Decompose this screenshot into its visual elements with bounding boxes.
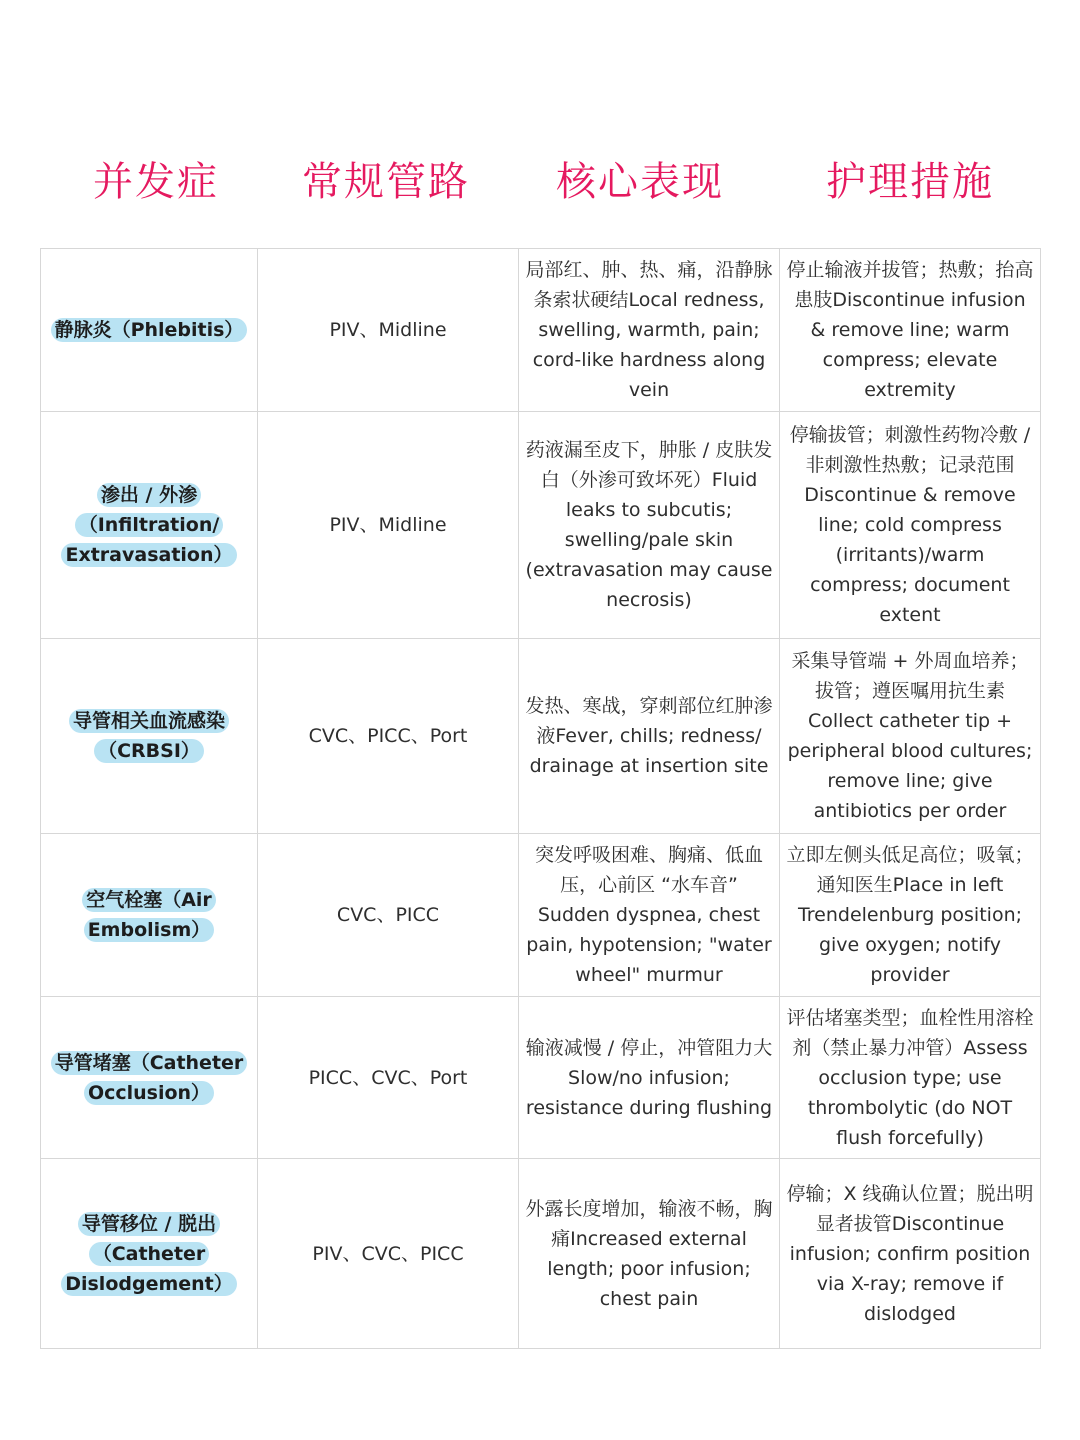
nursing-cell: 停输；X 线确认位置；脱出明显者拔管Discontinue infusion; confirm position via X-ray; remove if dislodged	[780, 1159, 1041, 1349]
table-row	[41, 249, 1041, 412]
route-cell: PIV、CVC、PICC	[258, 1159, 519, 1349]
complications-table	[40, 248, 1041, 1349]
complication-name: 导管移位 / 脱出（Catheter Dislodgement）	[61, 1212, 237, 1296]
route-cell: CVC、PICC	[258, 834, 519, 997]
manifestation-cell: 局部红、肿、热、痛，沿静脉条索状硬结Local redness, swelling, warmth, pain; cord-like hardness along vein	[519, 249, 780, 412]
table-row	[41, 639, 1041, 834]
route-cell: PIV、Midline	[258, 249, 519, 412]
manifestation-cell: 外露长度增加，输液不畅，胸痛Increased external length; poor infusion; chest pain	[519, 1159, 780, 1349]
table-row	[41, 1159, 1041, 1349]
table-row	[41, 412, 1041, 639]
header-complication: 并发症	[93, 159, 219, 205]
nursing-cell: 评估堵塞类型；血栓性用溶栓剂（禁止暴力冲管）Assess occlusion type; use thrombolytic (do NOT flush forcefully)	[780, 997, 1041, 1159]
header-manifestation: 核心表现	[556, 159, 724, 205]
nursing-cell: 立即左侧头低足高位；吸氧；通知医生Place in left Trendelenburg position; give oxygen; notify provider	[780, 834, 1041, 997]
complication-cell	[41, 412, 258, 639]
complication-name: 导管堵塞（Catheter Occlusion）	[51, 1051, 248, 1105]
nursing-cell: 停止输液并拔管；热敷；抬高患肢Discontinue infusion & remove line; warm compress; elevate extremity	[780, 249, 1041, 412]
table-row	[41, 997, 1041, 1159]
manifestation-cell: 药液漏至皮下，肿胀 / 皮肤发白（外渗可致坏死）Fluid leaks to subcutis; swelling/pale skin (extravasation may cause necrosis)	[519, 412, 780, 639]
manifestation-cell: 突发呼吸困难、胸痛、低血压，心前区 “水车音” Sudden dyspnea, chest pain, hypotension; "water wheel" murmur	[519, 834, 780, 997]
nursing-cell: 采集导管端 + 外周血培养；拔管；遵医嘱用抗生素Collect catheter tip + peripheral blood cultures; remove line; give antibiotics per order	[780, 639, 1041, 834]
complication-name: 静脉炎（Phlebitis）	[51, 318, 248, 342]
table-header	[40, 150, 1040, 214]
complication-cell	[41, 834, 258, 997]
route-cell: CVC、PICC、Port	[258, 639, 519, 834]
complication-cell	[41, 1159, 258, 1349]
complication-name: 渗出 / 外渗（Infiltration/ Extravasation）	[61, 483, 236, 567]
table-row	[41, 834, 1041, 997]
complication-cell	[41, 639, 258, 834]
route-cell: PICC、CVC、Port	[258, 997, 519, 1159]
route-cell: PIV、Midline	[258, 412, 519, 639]
header-route: 常规管路	[302, 159, 470, 205]
manifestation-cell: 输液减慢 / 停止，冲管阻力大Slow/no infusion; resistance during flushing	[519, 997, 780, 1159]
complication-cell	[41, 249, 258, 412]
complication-name: 空气栓塞（Air Embolism）	[82, 888, 216, 942]
complication-name: 导管相关血流感染（CRBSI）	[69, 709, 229, 763]
complication-cell	[41, 997, 258, 1159]
header-nursing: 护理措施	[826, 159, 994, 205]
nursing-cell: 停输拔管；刺激性药物冷敷 / 非刺激性热敷；记录范围Discontinue & remove line; cold compress (irritants)/warm compress; document extent	[780, 412, 1041, 639]
manifestation-cell: 发热、寒战，穿刺部位红肿渗液Fever, chills; redness/ drainage at insertion site	[519, 639, 780, 834]
